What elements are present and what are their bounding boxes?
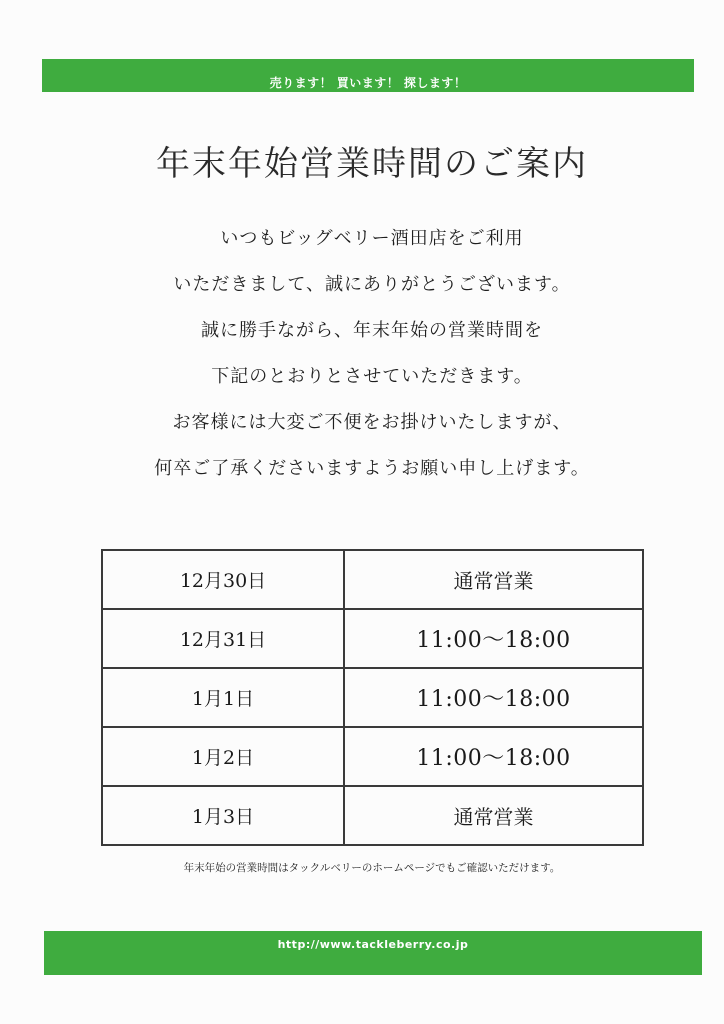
table-row (102, 727, 643, 786)
notice-title: 年末年始営業時間のご案内 (156, 144, 588, 184)
hours-cell: 11:00〜18:00 (344, 609, 643, 668)
message-line: 何卒ご了承くださいますようお願い申し上げます。 (154, 458, 590, 479)
footer-banner (44, 931, 702, 975)
hours-cell: 11:00〜18:00 (344, 727, 643, 786)
message-line: 下記のとおりとさせていただきます。 (211, 366, 533, 387)
notice-message (0, 216, 724, 492)
date-cell: 12月30日 (102, 550, 344, 609)
hours-cell: 通常営業 (344, 786, 643, 845)
table-row (102, 609, 643, 668)
header-banner (42, 59, 694, 92)
business-hours-table (101, 549, 644, 846)
table-row (102, 786, 643, 845)
date-cell: 1月3日 (102, 786, 344, 845)
message-line: 誠に勝手ながら、年末年始の営業時間を (201, 320, 543, 341)
footnote: 年末年始の営業時間はタックルベリーのホームページでもご確認いただけます。 (183, 862, 561, 874)
website-link[interactable]: http://www.tackleberry.co.jp (277, 938, 469, 951)
date-cell: 1月1日 (102, 668, 344, 727)
header-banner-text: 売ります！ 買います！ 探します！ (269, 76, 467, 90)
table-row (102, 550, 643, 609)
date-cell: 1月2日 (102, 727, 344, 786)
message-line: お客様には大変ご不便をお掛けいたしますが、 (172, 412, 572, 433)
date-cell: 12月31日 (102, 609, 344, 668)
message-line: いつもビッグベリー酒田店をご利用 (220, 228, 524, 249)
hours-cell: 11:00〜18:00 (344, 668, 643, 727)
message-line: いただきまして、誠にありがとうございます。 (173, 274, 571, 295)
table-row (102, 668, 643, 727)
hours-cell: 通常営業 (344, 550, 643, 609)
